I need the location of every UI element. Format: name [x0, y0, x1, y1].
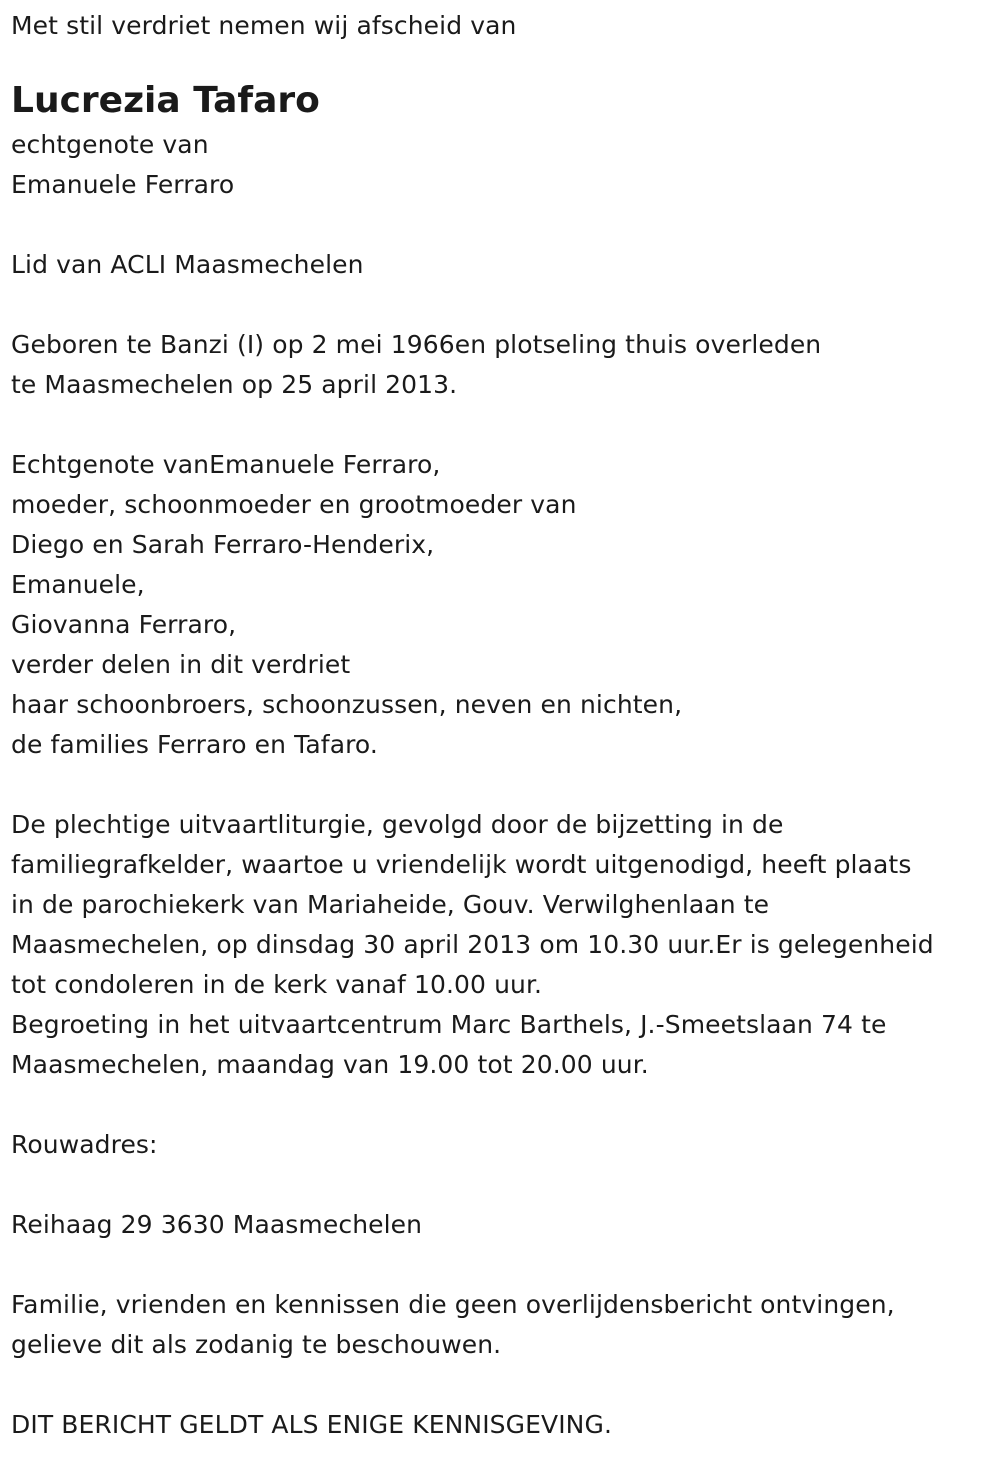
- born-line-2: te Maasmechelen op 25 april 2013.: [11, 370, 458, 399]
- obituary-text: [11, 6, 991, 1445]
- closing-line: DIT BERICHT GELDT ALS ENIGE KENNISGEVING.: [11, 1410, 612, 1439]
- ceremony-block: [11, 805, 991, 1085]
- spacer: [11, 1085, 991, 1125]
- intro-line: Met stil verdriet nemen wij afscheid van: [11, 11, 517, 40]
- spacer: [11, 1365, 991, 1405]
- family-line: verder delen in dit verdriet: [11, 650, 351, 679]
- family-line: Echtgenote vanEmanuele Ferraro,: [11, 450, 441, 479]
- ceremony-line: tot condoleren in de kerk vanaf 10.00 uur.: [11, 970, 543, 999]
- spacer: [11, 205, 991, 245]
- ceremony-line: Maasmechelen, maandag van 19.00 tot 20.00 uur.: [11, 1050, 649, 1079]
- ceremony-line: in de parochiekerk van Mariaheide, Gouv. Verwilghenlaan te: [11, 890, 770, 919]
- spacer: [11, 765, 991, 805]
- family-line: Giovanna Ferraro,: [11, 610, 237, 639]
- ceremony-line: Maasmechelen, op dinsdag 30 april 2013 om 10.30 uur.Er is gelegenheid: [11, 930, 934, 959]
- spacer: [11, 285, 991, 325]
- family-line: haar schoonbroers, schoonzussen, neven en nichten,: [11, 690, 683, 719]
- family-line: de families Ferraro en Tafaro.: [11, 730, 378, 759]
- family-block: [11, 445, 991, 765]
- notice-line: gelieve dit als zodanig te beschouwen.: [11, 1330, 502, 1359]
- membership-line: Lid van ACLI Maasmechelen: [11, 250, 364, 279]
- family-line: Diego en Sarah Ferraro-Henderix,: [11, 530, 435, 559]
- family-line: moeder, schoonmoeder en grootmoeder van: [11, 490, 577, 519]
- mourning-address: Reihaag 29 3630 Maasmechelen: [11, 1210, 423, 1239]
- spouse-line-2: Emanuele Ferraro: [11, 170, 235, 199]
- family-line: Emanuele,: [11, 570, 145, 599]
- spacer: [11, 1165, 991, 1205]
- spouse-line-1: echtgenote van: [11, 130, 209, 159]
- address-label: Rouwadres:: [11, 1130, 158, 1159]
- deceased-name: Lucrezia Tafaro: [11, 80, 320, 121]
- notice-line: Familie, vrienden en kennissen die geen overlijdensbericht ontvingen,: [11, 1290, 895, 1319]
- born-line-1: Geboren te Banzi (I) op 2 mei 1966en plotseling thuis overleden: [11, 330, 822, 359]
- ceremony-line: Begroeting in het uitvaartcentrum Marc Barthels, J.-Smeetslaan 74 te: [11, 1010, 887, 1039]
- spacer: [11, 405, 991, 445]
- spacer: [11, 1245, 991, 1285]
- ceremony-line: De plechtige uitvaartliturgie, gevolgd door de bijzetting in de: [11, 810, 784, 839]
- ceremony-line: familiegrafkelder, waartoe u vriendelijk wordt uitgenodigd, heeft plaats: [11, 850, 912, 879]
- notice-block: [11, 1285, 991, 1365]
